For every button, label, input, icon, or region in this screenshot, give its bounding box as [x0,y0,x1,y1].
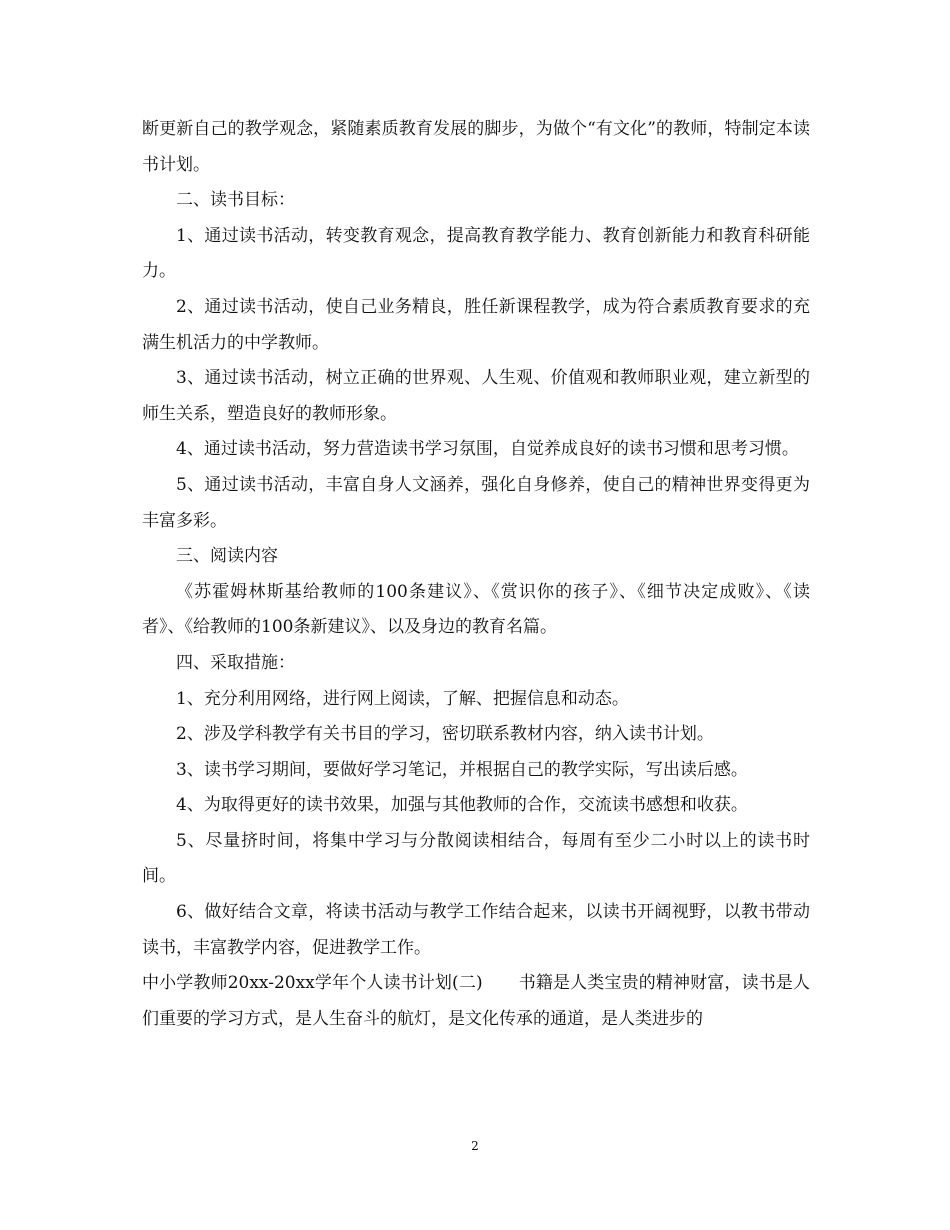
section-heading: 四、采取措施： [176,652,295,673]
second-plan-title: 中小学教师20xx-20xx学年个人读书计划(二) [142,973,483,994]
section-heading: 三、阅读内容 [176,546,278,567]
body-paragraph: 3、读书学习期间，要做好学习笔记，并根据自己的教学实际，写出读后感。 [176,759,748,780]
body-paragraph: 1、充分利用网络，进行网上阅读，了解、把握信息和动态。 [176,688,629,709]
body-paragraph: 5、尽量挤时间，将集中学习与分散阅读相结合，每周有至少二小时以上的读书时间。 [142,830,810,887]
body-paragraph: 2、通过读书活动，使自己业务精良，胜任新课程教学，成为符合素质教育要求的充满生机活力的中学教师。 [142,296,810,353]
second-plan-paragraph [142,966,810,1037]
body-paragraph: 断更新自己的教学观念，紧随素质教育发展的脚步，为做个“有文化”的教师，特制定本读书计划。 [142,119,810,175]
second-plan-text: 书籍是人类宝贵的精神财富，读书是人们重要的学习方式，是人生奋斗的航灯，是文化传承的通道，是人类进步的 [142,973,810,1029]
body-paragraph: 4、为取得更好的读书效果，加强与其他教师的合作，交流读书感想和收获。 [176,795,748,816]
body-paragraph: 4、通过读书活动，努力营造读书学习氛围，自觉养成良好的读书习惯和思考习惯。 [176,439,799,460]
body-paragraph: 6、做好结合文章，将读书活动与教学工作结合起来，以读书开阔视野，以教书带动读书，丰富教学内容，促进教学工作。 [142,902,810,958]
body-paragraph: 2、涉及学科教学有关书目的学习，密切联系教材内容，纳入读书计划。 [176,724,714,745]
body-paragraph: 5、通过读书活动，丰富自身人文涵养，强化自身修养，使自己的精神世界变得更为丰富多彩。 [142,474,810,531]
document-body [142,112,810,1037]
page-number: 2 [471,1139,479,1153]
body-paragraph: 《苏霍姆林斯基给教师的100条建议》、《赏识你的孩子》、《细节决定成败》、《读者》、《给教师的100条新建议》、以及身边的教育名篇。 [142,581,810,638]
body-paragraph: 3、通过读书活动，树立正确的世界观、人生观、价值观和教师职业观，建立新型的师生关系，塑造良好的教师形象。 [142,368,810,424]
section-heading: 二、读书目标： [176,190,295,211]
body-paragraph: 1、通过读书活动，转变教育观念，提高教育教学能力、教育创新能力和教育科研能力。 [142,225,810,282]
